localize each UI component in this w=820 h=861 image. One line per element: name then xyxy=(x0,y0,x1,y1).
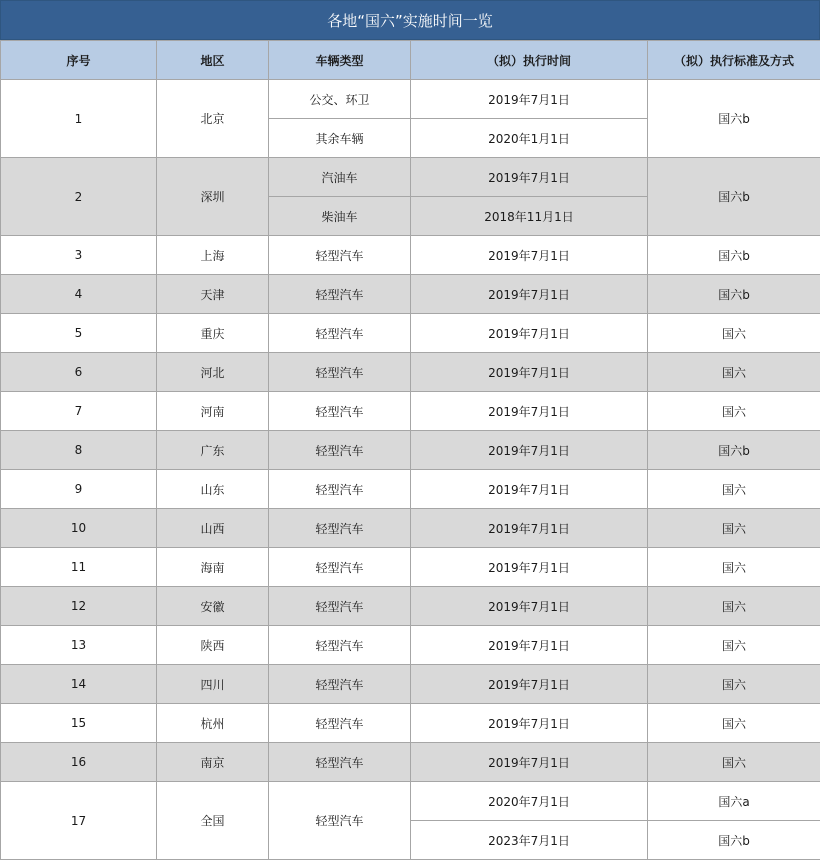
cell-region: 杭州 xyxy=(157,704,269,743)
cell-region: 陕西 xyxy=(157,626,269,665)
cell-vehicle-type: 柴油车 xyxy=(269,197,411,236)
cell-region: 山东 xyxy=(157,470,269,509)
cell-date: 2019年7月1日 xyxy=(411,743,648,782)
header-standard: （拟）执行标准及方式 xyxy=(648,41,820,80)
cell-standard: 国六b xyxy=(648,236,820,275)
cell-vehicle-type: 轻型汽车 xyxy=(269,353,411,392)
table-row xyxy=(1,392,820,431)
table-row xyxy=(1,587,820,626)
cell-date: 2019年7月1日 xyxy=(411,392,648,431)
table-row xyxy=(1,548,820,587)
cell-no: 3 xyxy=(1,236,157,275)
header-no: 序号 xyxy=(1,41,157,80)
cell-vehicle-type: 轻型汽车 xyxy=(269,509,411,548)
table-row xyxy=(1,353,820,392)
cell-no: 4 xyxy=(1,275,157,314)
cell-standard: 国六 xyxy=(648,665,820,704)
cell-region: 全国 xyxy=(157,782,269,860)
cell-standard: 国六 xyxy=(648,314,820,353)
header-region: 地区 xyxy=(157,41,269,80)
cell-vehicle-type: 轻型汽车 xyxy=(269,704,411,743)
cell-region: 广东 xyxy=(157,431,269,470)
cell-vehicle-type: 轻型汽车 xyxy=(269,665,411,704)
cell-no: 15 xyxy=(1,704,157,743)
cell-vehicle-type: 汽油车 xyxy=(269,158,411,197)
cell-standard: 国六 xyxy=(648,509,820,548)
cell-no: 14 xyxy=(1,665,157,704)
cell-standard: 国六b xyxy=(648,431,820,470)
cell-vehicle-type: 轻型汽车 xyxy=(269,587,411,626)
table-row xyxy=(1,275,820,314)
cell-date: 2019年7月1日 xyxy=(411,275,648,314)
cell-standard: 国六 xyxy=(648,626,820,665)
cell-date: 2019年7月1日 xyxy=(411,509,648,548)
cell-date: 2019年7月1日 xyxy=(411,665,648,704)
cell-no: 10 xyxy=(1,509,157,548)
table-row xyxy=(1,470,820,509)
cell-standard: 国六b xyxy=(648,275,820,314)
cell-vehicle-type: 轻型汽车 xyxy=(269,431,411,470)
cell-region: 天津 xyxy=(157,275,269,314)
cell-date: 2019年7月1日 xyxy=(411,431,648,470)
cell-vehicle-type: 轻型汽车 xyxy=(269,470,411,509)
cell-vehicle-type: 轻型汽车 xyxy=(269,314,411,353)
cell-vehicle-type: 公交、环卫 xyxy=(269,80,411,119)
cell-vehicle-type: 轻型汽车 xyxy=(269,626,411,665)
cell-date: 2023年7月1日 xyxy=(411,821,648,860)
cell-vehicle-type: 轻型汽车 xyxy=(269,743,411,782)
cell-vehicle-type: 轻型汽车 xyxy=(269,782,411,860)
cell-date: 2019年7月1日 xyxy=(411,704,648,743)
cell-vehicle-type: 轻型汽车 xyxy=(269,236,411,275)
cell-region: 河北 xyxy=(157,353,269,392)
cell-standard: 国六b xyxy=(648,158,820,236)
table-row xyxy=(1,509,820,548)
cell-region: 深圳 xyxy=(157,158,269,236)
table-row xyxy=(1,80,820,119)
cell-date: 2019年7月1日 xyxy=(411,587,648,626)
cell-no: 17 xyxy=(1,782,157,860)
cell-standard: 国六 xyxy=(648,353,820,392)
header-vehicle-type: 车辆类型 xyxy=(269,41,411,80)
cell-date: 2020年7月1日 xyxy=(411,782,648,821)
cell-vehicle-type: 轻型汽车 xyxy=(269,275,411,314)
cell-date: 2019年7月1日 xyxy=(411,236,648,275)
cell-standard: 国六 xyxy=(648,704,820,743)
table-title: 各地“国六”实施时间一览 xyxy=(0,0,820,40)
cell-date: 2019年7月1日 xyxy=(411,158,648,197)
table-row xyxy=(1,704,820,743)
cell-region: 重庆 xyxy=(157,314,269,353)
cell-standard: 国六b xyxy=(648,821,820,860)
cell-no: 13 xyxy=(1,626,157,665)
cell-no: 6 xyxy=(1,353,157,392)
cell-region: 四川 xyxy=(157,665,269,704)
cell-no: 8 xyxy=(1,431,157,470)
table-row xyxy=(1,665,820,704)
cell-date: 2019年7月1日 xyxy=(411,470,648,509)
cell-date: 2019年7月1日 xyxy=(411,548,648,587)
cell-region: 南京 xyxy=(157,743,269,782)
cell-vehicle-type: 其余车辆 xyxy=(269,119,411,158)
cell-standard: 国六b xyxy=(648,80,820,158)
cell-no: 5 xyxy=(1,314,157,353)
cell-no: 2 xyxy=(1,158,157,236)
cell-no: 12 xyxy=(1,587,157,626)
cell-region: 河南 xyxy=(157,392,269,431)
cell-region: 上海 xyxy=(157,236,269,275)
cell-region: 安徽 xyxy=(157,587,269,626)
cell-date: 2019年7月1日 xyxy=(411,314,648,353)
cell-no: 7 xyxy=(1,392,157,431)
cell-standard: 国六 xyxy=(648,743,820,782)
header-date: （拟）执行时间 xyxy=(411,41,648,80)
table-row xyxy=(1,782,820,821)
cell-standard: 国六 xyxy=(648,470,820,509)
cell-no: 11 xyxy=(1,548,157,587)
cell-standard: 国六 xyxy=(648,548,820,587)
cell-vehicle-type: 轻型汽车 xyxy=(269,548,411,587)
table-row xyxy=(1,314,820,353)
cell-vehicle-type: 轻型汽车 xyxy=(269,392,411,431)
table-row xyxy=(1,236,820,275)
cell-date: 2020年1月1日 xyxy=(411,119,648,158)
table-row xyxy=(1,626,820,665)
table-row xyxy=(1,158,820,197)
cell-no: 9 xyxy=(1,470,157,509)
cell-standard: 国六 xyxy=(648,392,820,431)
cell-region: 山西 xyxy=(157,509,269,548)
cell-date: 2018年11月1日 xyxy=(411,197,648,236)
cell-no: 16 xyxy=(1,743,157,782)
cell-no: 1 xyxy=(1,80,157,158)
cell-date: 2019年7月1日 xyxy=(411,353,648,392)
cell-region: 海南 xyxy=(157,548,269,587)
cell-standard: 国六a xyxy=(648,782,820,821)
cell-standard: 国六 xyxy=(648,587,820,626)
cell-date: 2019年7月1日 xyxy=(411,80,648,119)
header-row xyxy=(1,41,820,80)
cell-date: 2019年7月1日 xyxy=(411,626,648,665)
implementation-table xyxy=(0,40,820,860)
table-row xyxy=(1,431,820,470)
table-row xyxy=(1,743,820,782)
cell-region: 北京 xyxy=(157,80,269,158)
